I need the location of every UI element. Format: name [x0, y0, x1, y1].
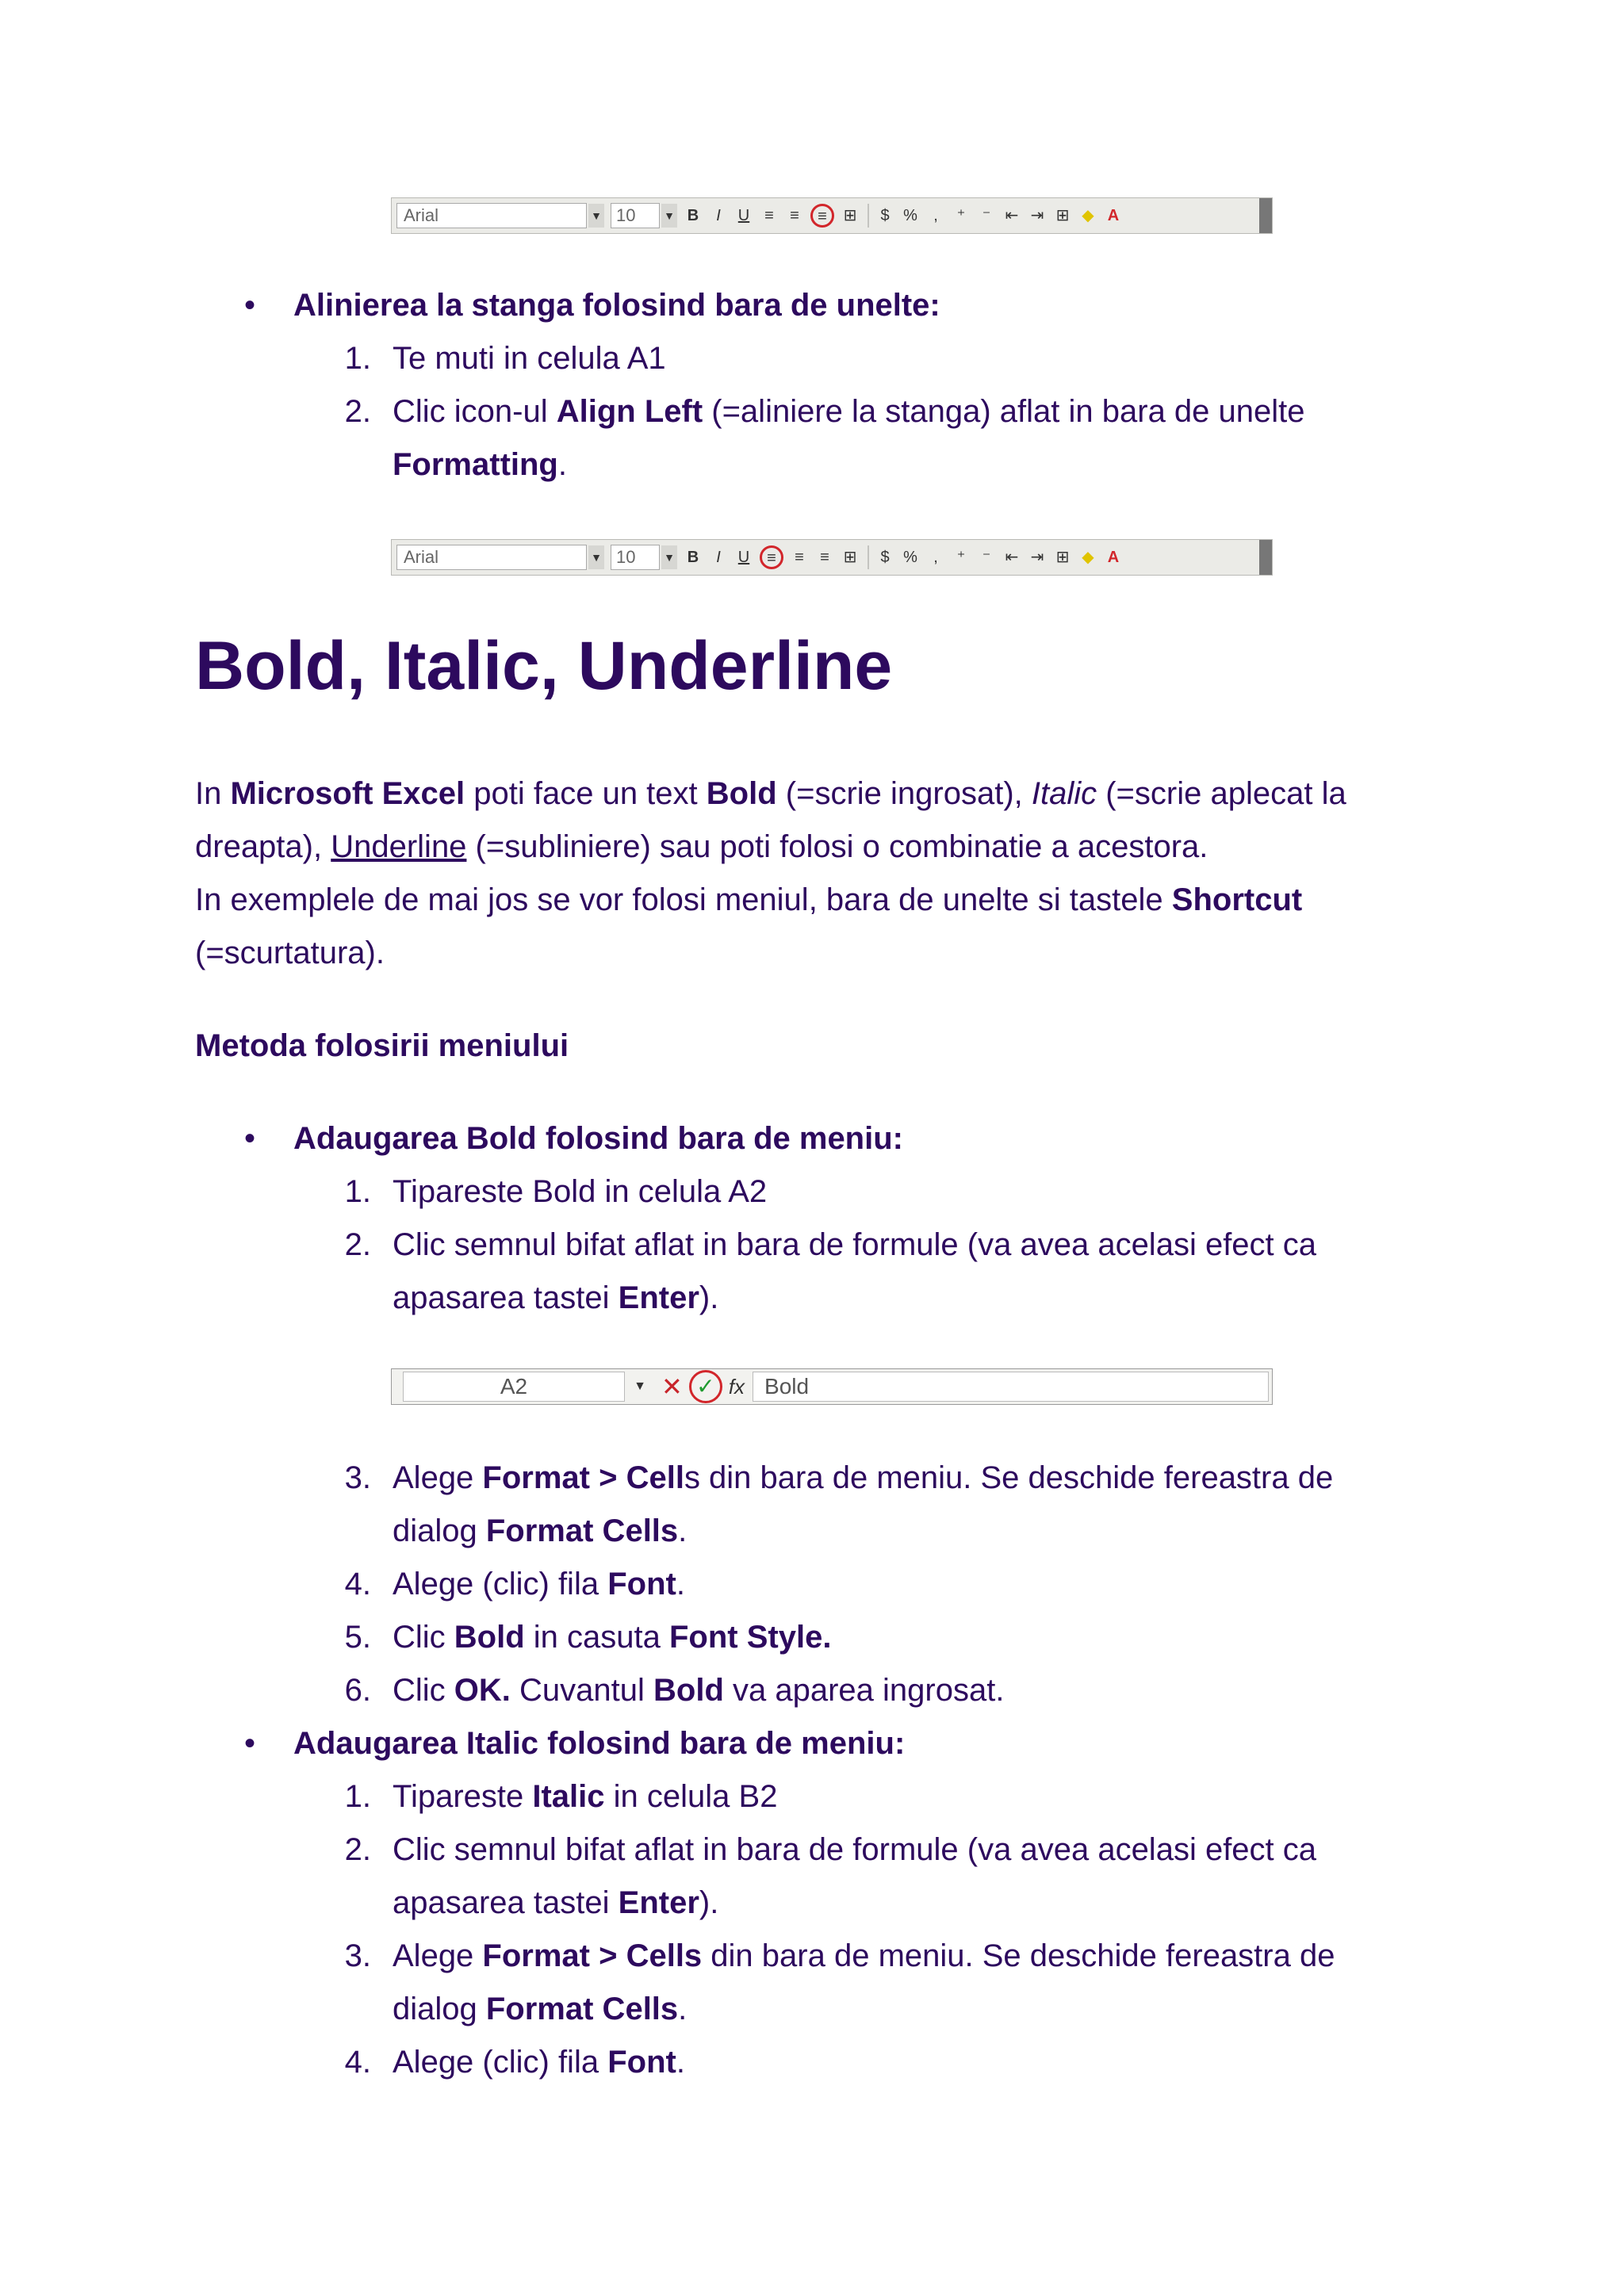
- decrease-decimal-icon: ⁻: [982, 549, 991, 566]
- list-number: 2.: [344, 1832, 371, 1867]
- align-right-icon: ≡: [810, 204, 834, 228]
- merge-center-icon: ⊞: [843, 549, 857, 566]
- font-color-icon: A: [1107, 549, 1120, 566]
- italic-icon: I: [716, 549, 721, 566]
- percent-icon: %: [903, 207, 917, 224]
- list-number: 2.: [344, 394, 371, 429]
- list-item-continuation: apasarea tastei Enter).: [393, 1280, 719, 1315]
- list-item-continuation: dialog Format Cells.: [393, 1992, 688, 2026]
- fill-color-icon: ◆: [1082, 207, 1094, 224]
- toolbar-grip: [1259, 198, 1272, 233]
- bullet-icon: •: [244, 1121, 256, 1156]
- align-left-icon: ≡: [764, 207, 774, 224]
- intro-line-4: (=scurtatura).: [195, 936, 385, 970]
- list-item-continuation: apasarea tastei Enter).: [393, 1885, 719, 1920]
- cancel-icon: ✕: [661, 1372, 683, 1401]
- list-item: Alege Format > Cells din bara de meniu. Se deschide fereastra de: [393, 1938, 1335, 1973]
- list-item: Tipareste Italic in celula B2: [393, 1779, 778, 1814]
- currency-icon: $: [880, 549, 890, 566]
- page-heading: Bold, Italic, Underline: [195, 628, 893, 704]
- checkmark-icon: ✓: [689, 1370, 722, 1403]
- bold-icon: B: [687, 549, 699, 566]
- list-number: 1.: [344, 1174, 371, 1209]
- list-item: Alege Format > Cells din bara de meniu. Se deschide fereastra de: [393, 1460, 1334, 1495]
- name-box: A2: [403, 1372, 625, 1402]
- increase-decimal-icon: ⁺: [956, 207, 966, 224]
- toolbar-separator: [868, 204, 869, 228]
- bullet-icon: •: [244, 1726, 256, 1761]
- list-item: Clic semnul bifat aflat in bara de formule (va avea acelasi efect ca: [393, 1227, 1317, 1262]
- formatting-toolbar-image-1: [391, 197, 1273, 234]
- decrease-indent-icon: ⇤: [1005, 207, 1019, 224]
- list-item: Te muti in celula A1: [393, 341, 666, 376]
- comma-icon: ,: [933, 549, 938, 566]
- list-number: 4.: [344, 1567, 371, 1601]
- formula-value: Bold: [753, 1372, 1269, 1402]
- bullet-icon: •: [244, 288, 256, 323]
- list-number: 1.: [344, 341, 371, 376]
- currency-icon: $: [880, 207, 890, 224]
- chevron-down-icon: ▼: [588, 204, 604, 228]
- chevron-down-icon: ▼: [588, 545, 604, 569]
- list-item: Clic Bold in casuta Font Style.: [393, 1620, 832, 1655]
- formatting-toolbar-image-2: [391, 539, 1273, 576]
- increase-indent-icon: ⇥: [1030, 549, 1044, 566]
- intro-line-1: In Microsoft Excel poti face un text Bold (=scrie ingrosat), Italic (=scrie aplecat la: [195, 776, 1346, 811]
- font-color-icon: A: [1107, 207, 1120, 224]
- toolbar-separator: [868, 545, 869, 569]
- decrease-decimal-icon: ⁻: [982, 207, 991, 224]
- list-number: 3.: [344, 1938, 371, 1973]
- borders-icon: ⊞: [1055, 549, 1070, 566]
- increase-indent-icon: ⇥: [1030, 207, 1044, 224]
- list-item-continuation: dialog Format Cells.: [393, 1513, 688, 1548]
- list-item: Clic icon-ul Align Left (=aliniere la stanga) aflat in bara de unelte: [393, 394, 1305, 429]
- font-name-box: Arial: [396, 203, 587, 228]
- list-number: 3.: [344, 1460, 371, 1495]
- list-number: 1.: [344, 1779, 371, 1814]
- list-item: Tipareste Bold in celula A2: [393, 1174, 768, 1209]
- font-size-box: 10: [611, 203, 660, 228]
- borders-icon: ⊞: [1055, 207, 1070, 224]
- section-subheading: Metoda folosirii meniului: [195, 1028, 569, 1063]
- bullet-title: Alinierea la stanga folosind bara de unelte:: [293, 288, 940, 323]
- bullet-title: Adaugarea Italic folosind bara de meniu:: [293, 1726, 906, 1761]
- percent-icon: %: [903, 549, 917, 566]
- bold-icon: B: [687, 207, 699, 224]
- intro-line-2: dreapta), Underline (=subliniere) sau poti folosi o combinatie a acestora.: [195, 829, 1208, 864]
- bullet-title: Adaugarea Bold folosind bara de meniu:: [293, 1121, 903, 1156]
- align-right-icon: ≡: [820, 549, 829, 566]
- merge-center-icon: ⊞: [843, 207, 857, 224]
- function-icon: fx: [728, 1374, 745, 1399]
- font-size-box: 10: [611, 545, 660, 570]
- list-number: 6.: [344, 1673, 371, 1708]
- list-number: 2.: [344, 1227, 371, 1262]
- align-left-icon: ≡: [760, 545, 783, 569]
- formula-bar-image: [391, 1368, 1273, 1405]
- list-item-continuation: Formatting.: [393, 447, 567, 482]
- align-center-icon: ≡: [795, 549, 804, 566]
- chevron-down-icon: ▼: [634, 1380, 646, 1393]
- intro-line-3: In exemplele de mai jos se vor folosi meniul, bara de unelte si tastele Shortcut: [195, 882, 1303, 917]
- chevron-down-icon: ▼: [661, 545, 677, 569]
- underline-icon: U: [737, 207, 750, 224]
- list-item: Clic OK. Cuvantul Bold va aparea ingrosat.: [393, 1673, 1005, 1708]
- underline-icon: U: [737, 549, 750, 566]
- comma-icon: ,: [933, 207, 938, 224]
- increase-decimal-icon: ⁺: [956, 549, 966, 566]
- list-item: Alege (clic) fila Font.: [393, 1567, 685, 1601]
- decrease-indent-icon: ⇤: [1005, 549, 1019, 566]
- list-number: 4.: [344, 2045, 371, 2080]
- list-item: Alege (clic) fila Font.: [393, 2045, 685, 2080]
- fill-color-icon: ◆: [1082, 549, 1094, 566]
- list-number: 5.: [344, 1620, 371, 1655]
- toolbar-grip: [1259, 540, 1272, 575]
- chevron-down-icon: ▼: [661, 204, 677, 228]
- italic-icon: I: [716, 207, 721, 224]
- align-center-icon: ≡: [790, 207, 799, 224]
- list-item: Clic semnul bifat aflat in bara de formule (va avea acelasi efect ca: [393, 1832, 1317, 1867]
- font-name-box: Arial: [396, 545, 587, 570]
